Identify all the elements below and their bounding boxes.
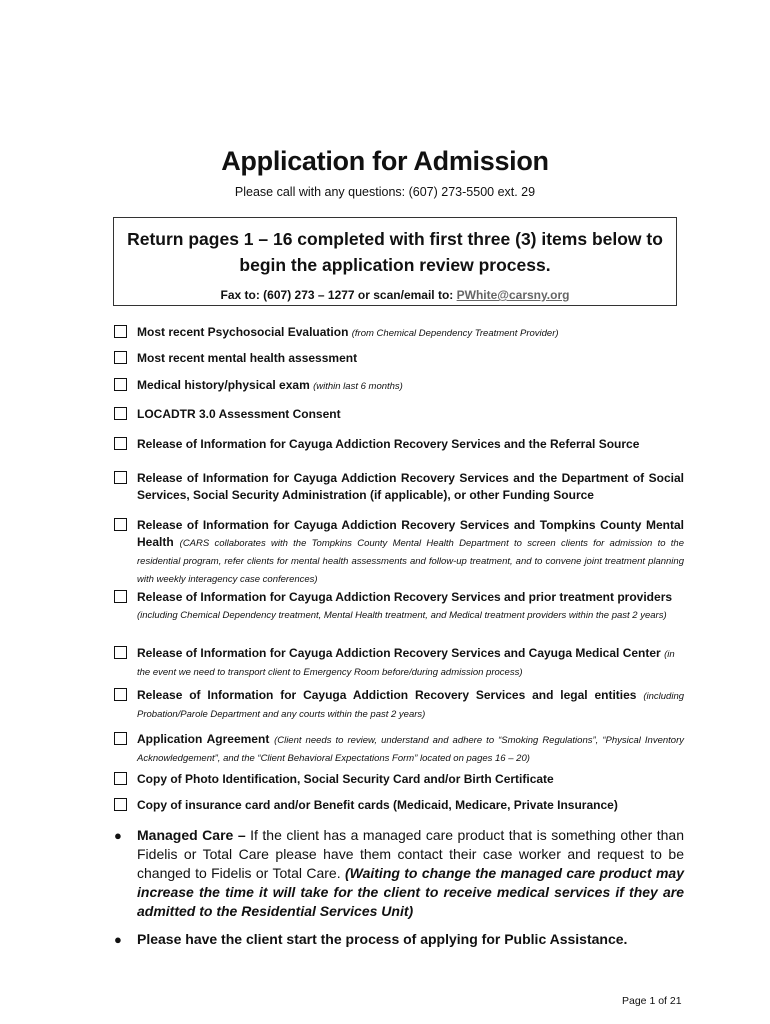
- checkbox[interactable]: [114, 518, 127, 531]
- instructions-heading: Return pages 1 – 16 completed with first three (3) items below to begin the application review process.: [127, 229, 663, 275]
- checkbox[interactable]: [114, 407, 127, 420]
- item-label: Release of Information for Cayuga Addiction Recovery Services and the Referral Source: [137, 437, 640, 451]
- checkbox[interactable]: [114, 772, 127, 785]
- instructions-box: [113, 217, 677, 306]
- item-label: Most recent Psychosocial Evaluation: [137, 325, 349, 339]
- item-label: Copy of Photo Identification, Social Security Card and/or Birth Certificate: [137, 772, 554, 786]
- item-note: (in the event we need to transport client to Emergency Room before/during admission process): [137, 649, 675, 678]
- item-note: (within last 6 months): [313, 381, 403, 392]
- bullet-icon: ●: [114, 828, 122, 843]
- bullet-emphasis: (Waiting to change the managed care product may increase the time it will take for the client to receive medical services if they are admitted to the Residential Services Unit): [137, 865, 685, 919]
- checkbox[interactable]: [114, 590, 127, 603]
- checkbox[interactable]: [114, 688, 127, 701]
- item-note: (including Probation/Parole Department and any courts within the past 2 years): [137, 691, 685, 720]
- checkbox[interactable]: [114, 471, 127, 484]
- item-note: (including Chemical Dependency treatment, Mental Health treatment, and Medical treatment providers within the past 2 years): [137, 610, 667, 621]
- bullet-icon: ●: [114, 932, 122, 947]
- item-note: (Client needs to review, understand and adhere to “Smoking Regulations”, “Physical Inventory Acknowledgement”, and the “Client Behavioral Expectations Form” located on pages 16 – 20): [137, 735, 684, 764]
- item-label: Release of Information for Cayuga Addiction Recovery Services and Tompkins County Mental Health: [137, 518, 684, 549]
- item-label: Copy of insurance card and/or Benefit cards (Medicaid, Medicare, Private Insurance): [137, 798, 618, 812]
- contact-line: Please call with any questions: (607) 273-5500 ext. 29: [234, 185, 536, 199]
- checkbox[interactable]: [114, 378, 127, 391]
- bullet-lead: Managed Care –: [137, 827, 246, 843]
- checkbox[interactable]: [114, 325, 127, 338]
- item-label: Medical history/physical exam: [137, 378, 310, 392]
- item-note: (from Chemical Dependency Treatment Provider): [351, 328, 559, 339]
- fax-line: [114, 288, 676, 302]
- checkbox[interactable]: [114, 732, 127, 745]
- checkbox[interactable]: [114, 646, 127, 659]
- fax-text: Fax to: (607) 273 – 1277 or scan/email to:: [220, 288, 457, 302]
- page-number: Page 1 of 21: [622, 995, 682, 1007]
- item-label: Release of Information for Cayuga Addiction Recovery Services and prior treatment providers: [137, 590, 673, 604]
- item-label: LOCADTR 3.0 Assessment Consent: [137, 407, 341, 421]
- item-label: Application Agreement: [137, 732, 270, 746]
- checkbox[interactable]: [114, 437, 127, 450]
- checkbox[interactable]: [114, 351, 127, 364]
- item-label: Release of Information for Cayuga Addiction Recovery Services and Cayuga Medical Center: [137, 646, 661, 660]
- item-note: (CARS collaborates with the Tompkins County Mental Health Department to screen clients for admission to the residential program, refer clients for mental health assessments and follow-up treatment, and to convene joint treatment planning with weekly interagency case conferences): [137, 538, 684, 585]
- item-label: Release of Information for Cayuga Addiction Recovery Services and the Department of Social Services, Social Security Administration (if applicable), or other Funding Source: [137, 471, 684, 502]
- item-label: Most recent mental health assessment: [137, 351, 358, 365]
- page-title: Application for Admission: [221, 146, 549, 176]
- item-label: Release of Information for Cayuga Addiction Recovery Services and legal entities: [137, 688, 637, 702]
- email-link[interactable]: PWhite@carsny.org: [456, 288, 570, 302]
- checkbox[interactable]: [114, 798, 127, 811]
- bullet-text: If the client has a managed care product that is something other than Fidelis or Total Care please have them contact their case worker and request to be changed to Fidelis or Total Care.: [137, 827, 684, 881]
- bullet-lead: Please have the client start the process of applying for Public Assistance.: [137, 931, 628, 947]
